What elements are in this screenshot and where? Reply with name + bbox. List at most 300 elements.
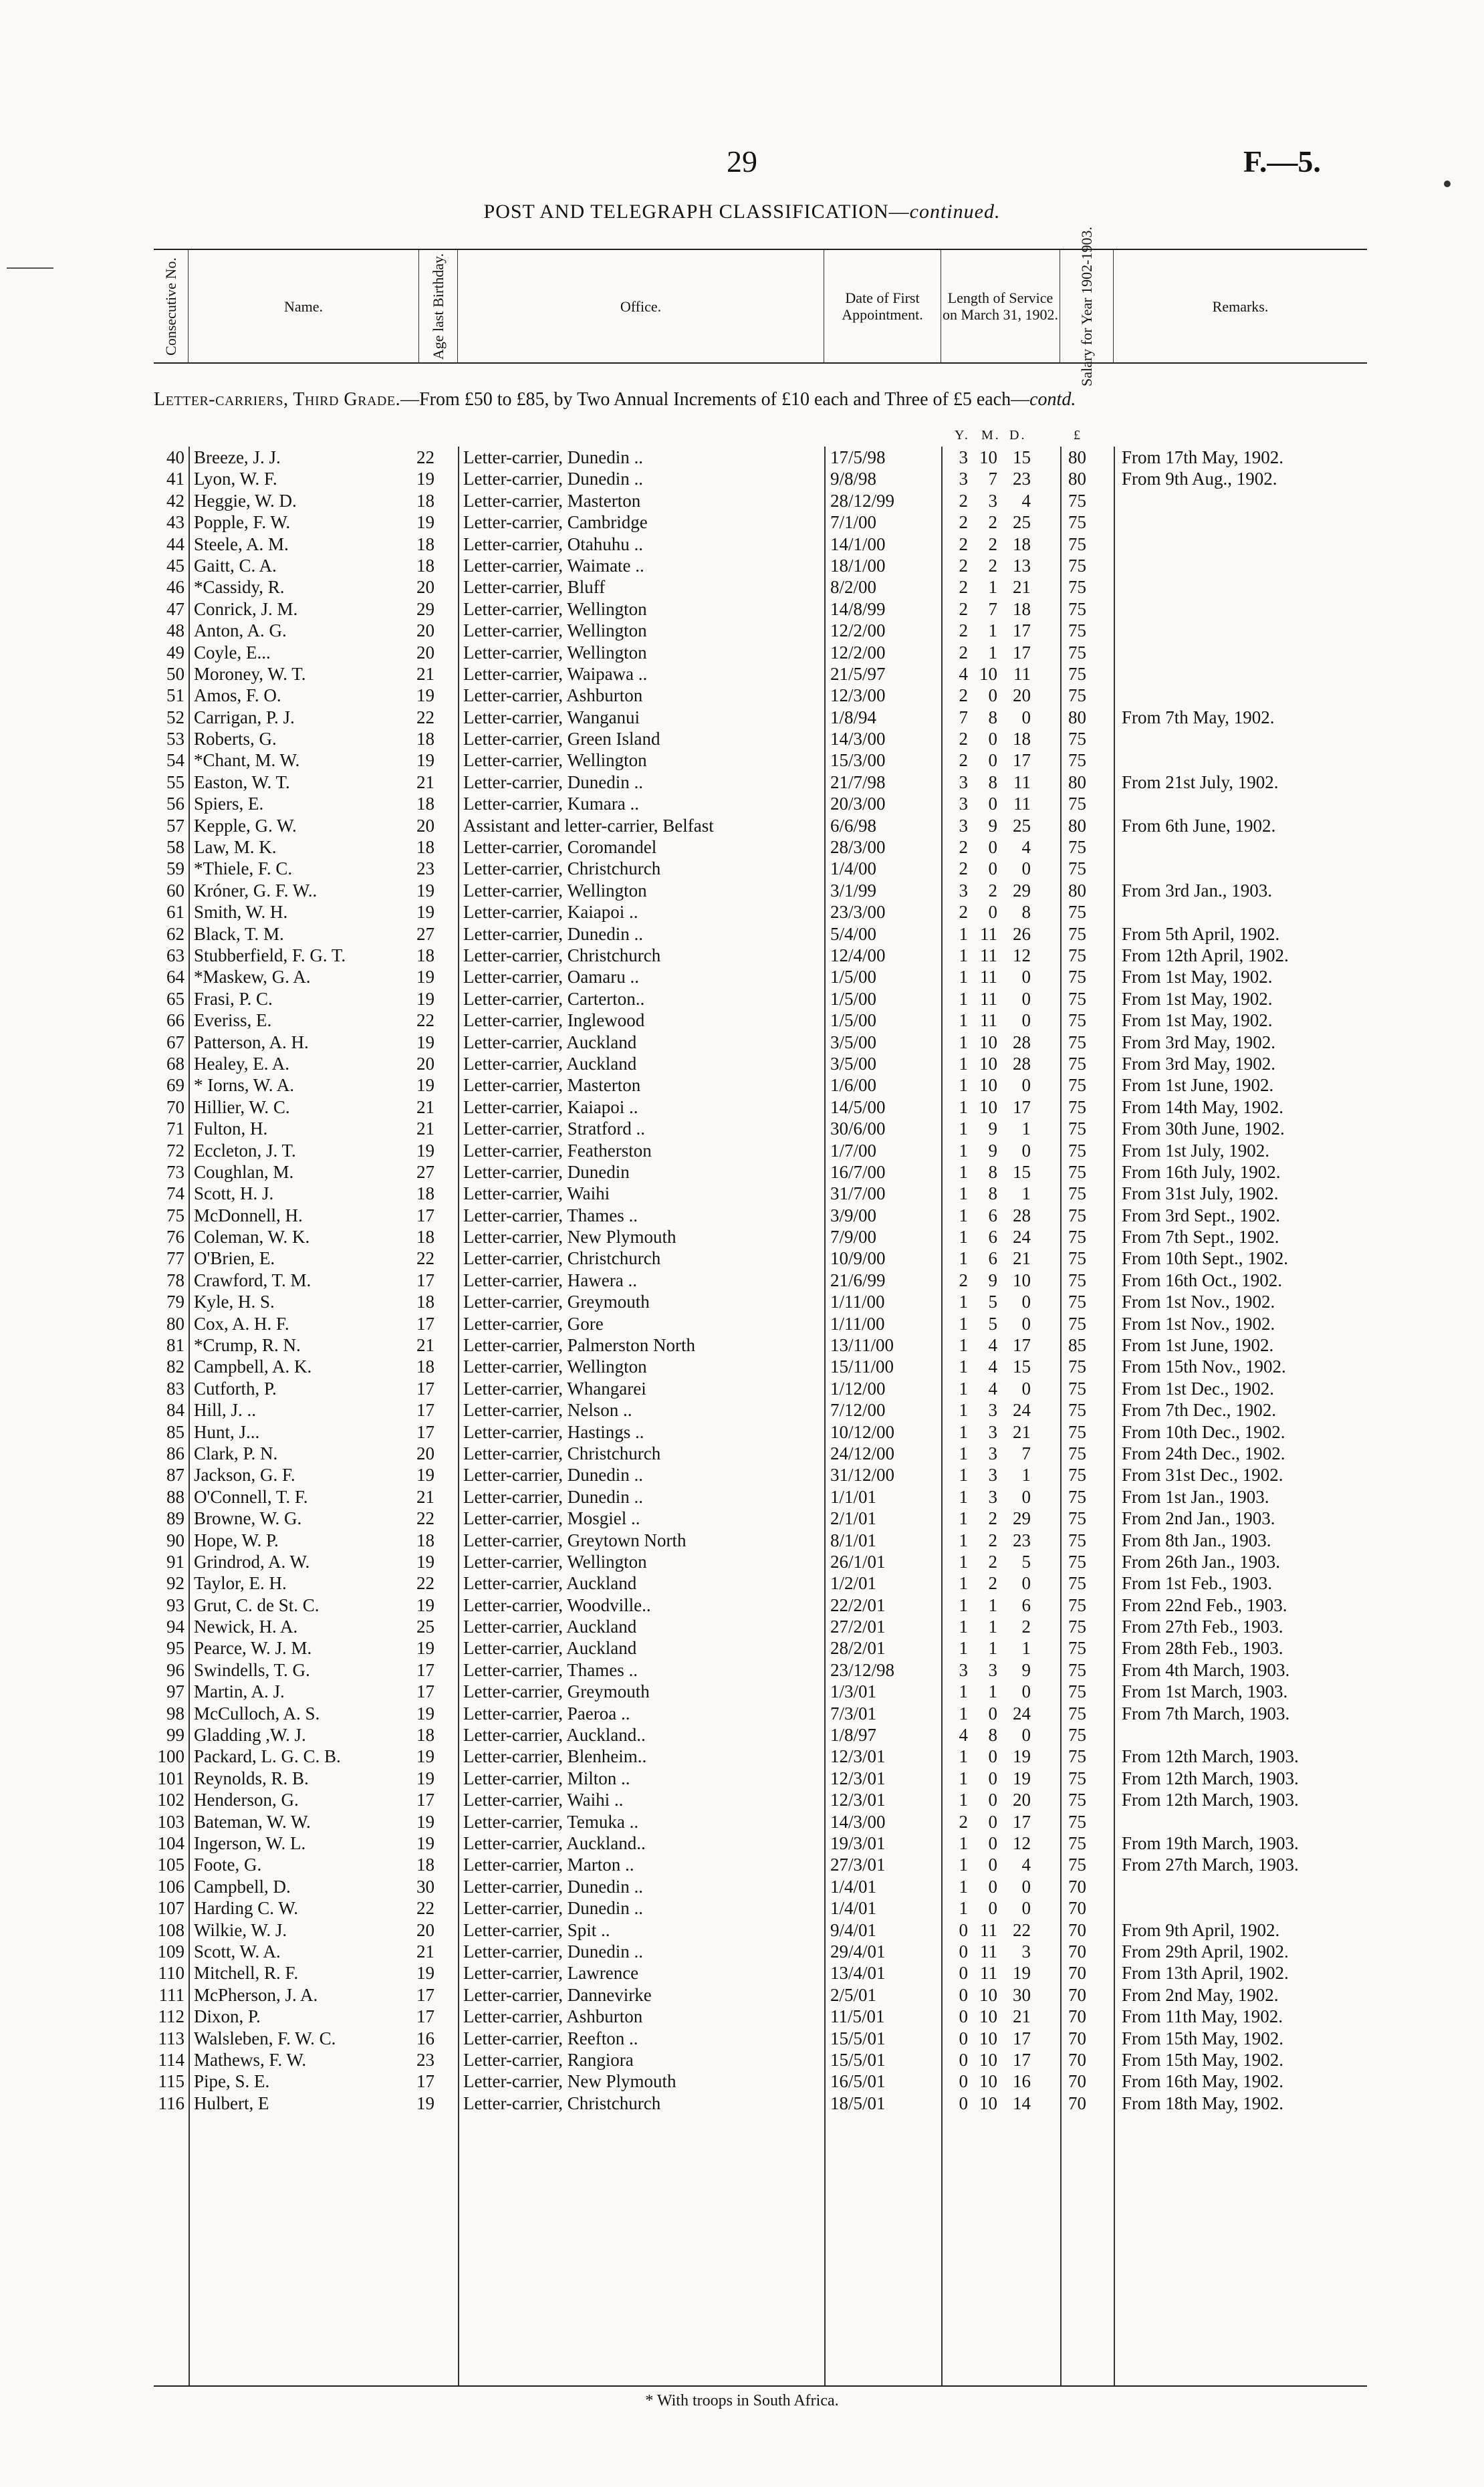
office: Letter-carrier, Wellington	[463, 642, 647, 663]
service-days: 9	[1021, 1659, 1031, 1680]
service-months: 10	[979, 663, 997, 684]
consecutive-no: 65	[166, 988, 184, 1009]
age: 18	[416, 945, 435, 965]
service-months: 0	[988, 794, 997, 814]
employee-name: Anton, A. G.	[194, 620, 287, 641]
consecutive-no: 45	[166, 555, 184, 576]
table-row	[154, 815, 1367, 836]
service-months: 9	[988, 815, 997, 836]
service-months: 0	[988, 1746, 997, 1767]
appointment-date: 1/5/00	[830, 967, 877, 987]
appointment-date: 15/3/00	[830, 750, 886, 771]
appointment-date: 3/1/99	[830, 880, 877, 901]
service-days: 8	[1021, 902, 1031, 923]
table-row	[154, 836, 1367, 858]
salary: 70	[1068, 2093, 1086, 2113]
salary: 75	[1068, 1725, 1086, 1746]
col-office: Office.	[458, 250, 824, 362]
employee-name: Fulton, H.	[194, 1118, 268, 1139]
service-years: 1	[959, 1378, 968, 1399]
service-years: 2	[959, 490, 968, 511]
service-months: 11	[980, 1919, 997, 1940]
office: Letter-carrier, Milton ..	[463, 1768, 630, 1788]
appointment-date: 1/5/00	[830, 988, 877, 1009]
remarks: From 1st May, 1902.	[1122, 967, 1273, 987]
office: Letter-carrier, Green Island	[463, 729, 660, 749]
employee-name: *Cassidy, R.	[194, 577, 285, 598]
service-months: 7	[988, 469, 997, 489]
classification-table	[154, 447, 1367, 2114]
remarks: From 3rd Sept., 1902.	[1122, 1205, 1281, 1225]
salary: 75	[1068, 1703, 1086, 1724]
service-years: 3	[959, 794, 968, 814]
appointment-date: 12/4/00	[830, 945, 886, 965]
consecutive-no: 68	[166, 1053, 184, 1074]
remarks: From 19th March, 1903.	[1122, 1833, 1299, 1853]
service-months: 10	[979, 2006, 997, 2027]
table-row	[154, 1962, 1367, 1984]
service-years: 3	[959, 880, 968, 901]
age: 19	[416, 1833, 435, 1853]
service-days: 21	[1013, 577, 1031, 598]
remarks: From 2nd May, 1902.	[1122, 1984, 1279, 2005]
table-row	[154, 923, 1367, 945]
table-row	[154, 728, 1367, 749]
divider	[824, 447, 826, 2385]
unit-months: M.	[981, 428, 1001, 443]
remarks: From 13th April, 1902.	[1122, 1963, 1289, 1984]
employee-name: Stubberfield, F. G. T.	[194, 945, 346, 965]
office: Letter-carrier, Waihi	[463, 1183, 610, 1204]
age: 17	[416, 1400, 435, 1421]
col-name: Name.	[189, 250, 419, 362]
service-months: 6	[988, 1227, 997, 1248]
remarks: From 15th Nov., 1902.	[1122, 1356, 1286, 1377]
service-days: 0	[1021, 1573, 1031, 1594]
employee-name: Browne, W. G.	[194, 1508, 302, 1529]
age: 22	[416, 1573, 435, 1594]
age: 22	[416, 1010, 435, 1031]
age: 21	[416, 1486, 435, 1507]
appointment-date: 20/3/00	[830, 794, 886, 814]
consecutive-no: 61	[166, 902, 184, 923]
age: 18	[416, 729, 435, 749]
service-months: 8	[988, 1725, 997, 1746]
service-years: 7	[959, 707, 968, 727]
table-row	[154, 2049, 1367, 2070]
service-months: 1	[988, 642, 997, 663]
salary: 75	[1068, 1140, 1086, 1161]
age: 25	[416, 1617, 435, 1637]
service-days: 17	[1013, 642, 1031, 663]
remarks: From 18th May, 1902.	[1122, 2093, 1283, 2113]
remarks: From 16th July, 1902.	[1122, 1161, 1281, 1182]
salary: 75	[1068, 1421, 1086, 1442]
office: Letter-carrier, Coromandel	[463, 837, 657, 858]
service-years: 1	[959, 988, 968, 1009]
consecutive-no: 88	[166, 1486, 184, 1507]
salary: 75	[1068, 1573, 1086, 1594]
service-days: 17	[1013, 2049, 1031, 2070]
office: Letter-carrier, Dunedin ..	[463, 923, 643, 944]
service-years: 3	[959, 772, 968, 792]
consecutive-no: 86	[166, 1443, 184, 1463]
office: Letter-carrier, Waihi ..	[463, 1790, 624, 1810]
service-days: 11	[1013, 663, 1031, 684]
service-years: 0	[959, 1984, 968, 2005]
age: 20	[416, 1053, 435, 1074]
employee-name: Newick, H. A.	[194, 1617, 298, 1637]
office: Letter-carrier, Christchurch	[463, 858, 661, 879]
consecutive-no: 90	[166, 1530, 184, 1550]
salary: 80	[1068, 469, 1086, 489]
service-days: 15	[1013, 1356, 1031, 1377]
age: 18	[416, 1183, 435, 1204]
appointment-date: 29/4/01	[830, 1941, 886, 1962]
table-row	[154, 1248, 1367, 1269]
appointment-date: 1/8/94	[830, 707, 877, 727]
salary: 75	[1068, 945, 1086, 965]
remarks: From 17th May, 1902.	[1122, 447, 1283, 467]
service-days: 1	[1021, 1183, 1031, 1204]
service-months: 7	[988, 598, 997, 619]
service-years: 4	[959, 663, 968, 684]
service-months: 10	[979, 1096, 997, 1117]
office: Letter-carrier, Dunedin ..	[463, 469, 643, 489]
remarks: From 7th Dec., 1902.	[1122, 1400, 1276, 1421]
service-months: 3	[988, 1659, 997, 1680]
consecutive-no: 54	[166, 750, 184, 771]
age: 19	[416, 2093, 435, 2113]
employee-name: Hulbert, E	[194, 2093, 269, 2113]
remarks: From 10th Dec., 1902.	[1122, 1421, 1285, 1442]
remarks: From 16th Oct., 1902.	[1122, 1270, 1282, 1290]
office: Letter-carrier, Waimate ..	[463, 555, 644, 576]
table-row	[154, 749, 1367, 771]
office: Letter-carrier, Rangiora	[463, 2049, 634, 2070]
office: Letter-carrier, Greymouth	[463, 1681, 650, 1702]
age: 22	[416, 447, 435, 467]
service-years: 2	[959, 534, 968, 554]
employee-name: Foote, G.	[194, 1855, 262, 1875]
service-years: 4	[959, 1725, 968, 1746]
service-months: 8	[988, 1183, 997, 1204]
service-years: 1	[959, 1486, 968, 1507]
consecutive-no: 82	[166, 1356, 184, 1377]
age: 22	[416, 1508, 435, 1529]
page-title	[0, 201, 1484, 223]
service-days: 29	[1013, 1508, 1031, 1529]
employee-name: Black, T. M.	[194, 923, 284, 944]
office: Letter-carrier, Dunedin ..	[463, 1898, 643, 1919]
employee-name: Eccleton, J. T.	[194, 1140, 296, 1161]
employee-name: Grut, C. de St. C.	[194, 1594, 320, 1615]
consecutive-no: 89	[166, 1508, 184, 1529]
age: 20	[416, 815, 435, 836]
col-date: Date of First Appointment.	[824, 250, 941, 362]
employee-name: Jackson, G. F.	[194, 1465, 295, 1486]
office: Letter-carrier, Dunedin ..	[463, 772, 643, 792]
office: Letter-carrier, Blenheim..	[463, 1746, 647, 1767]
remarks: From 22nd Feb., 1903.	[1122, 1594, 1287, 1615]
consecutive-no: 104	[157, 1833, 184, 1853]
age: 30	[416, 1876, 435, 1897]
table-row	[154, 945, 1367, 966]
age: 27	[416, 923, 435, 944]
salary: 75	[1068, 1530, 1086, 1550]
age: 18	[416, 1725, 435, 1746]
salary: 75	[1068, 750, 1086, 771]
employee-name: Hope, W. P.	[194, 1530, 279, 1550]
salary: 75	[1068, 1508, 1086, 1529]
table-row	[154, 1421, 1367, 1443]
consecutive-no: 74	[166, 1183, 184, 1204]
age: 23	[416, 858, 435, 879]
consecutive-no: 69	[166, 1075, 184, 1096]
office: Letter-carrier, Oamaru ..	[463, 967, 639, 987]
salary: 75	[1068, 902, 1086, 923]
table-row	[154, 1140, 1367, 1161]
table-row	[154, 858, 1367, 879]
age: 22	[416, 1898, 435, 1919]
service-years: 1	[959, 923, 968, 944]
col-length: Length of Service on March 31, 1902.	[941, 250, 1060, 362]
consecutive-no: 101	[157, 1768, 184, 1788]
col-remarks: Remarks.	[1212, 298, 1269, 315]
salary: 75	[1068, 512, 1086, 533]
employee-name: Kyle, H. S.	[194, 1292, 275, 1312]
page-number: 29	[727, 144, 757, 179]
remarks: From 12th March, 1903.	[1122, 1768, 1299, 1788]
service-days: 17	[1013, 620, 1031, 641]
consecutive-no: 42	[166, 490, 184, 511]
appointment-date: 7/12/00	[830, 1400, 886, 1421]
age: 23	[416, 2049, 435, 2070]
salary: 75	[1068, 1594, 1086, 1615]
age: 19	[416, 1465, 435, 1486]
service-months: 4	[988, 1335, 997, 1356]
consecutive-no: 92	[166, 1573, 184, 1594]
employee-name: Packard, L. G. C. B.	[194, 1746, 341, 1767]
service-months: 11	[980, 1010, 997, 1031]
employee-name: Moroney, W. T.	[194, 663, 306, 684]
appointment-date: 12/3/01	[830, 1790, 886, 1810]
age: 19	[416, 469, 435, 489]
col-salary: Salary for Year 1902-1903.	[1060, 250, 1114, 362]
employee-name: Clark, P. N.	[194, 1443, 278, 1463]
salary: 75	[1068, 1465, 1086, 1486]
remarks: From 30th June, 1902.	[1122, 1118, 1285, 1139]
service-days: 1	[1021, 1118, 1031, 1139]
service-days: 0	[1021, 858, 1031, 879]
appointment-date: 2/5/01	[830, 1984, 877, 2005]
service-days: 20	[1013, 1790, 1031, 1810]
employee-name: Ingerson, W. L.	[194, 1833, 306, 1853]
appointment-date: 10/12/00	[830, 1421, 895, 1442]
salary: 70	[1068, 2006, 1086, 2027]
service-months: 10	[979, 2028, 997, 2048]
consecutive-no: 76	[166, 1227, 184, 1248]
salary: 75	[1068, 1118, 1086, 1139]
consecutive-no: 66	[166, 1010, 184, 1031]
consecutive-no: 81	[166, 1335, 184, 1356]
appointment-date: 10/9/00	[830, 1248, 886, 1269]
employee-name: Conrick, J. M.	[194, 598, 298, 619]
employee-name: Crawford, T. M.	[194, 1270, 312, 1290]
employee-name: Cox, A. H. F.	[194, 1313, 289, 1334]
salary: 75	[1068, 1270, 1086, 1290]
service-years: 0	[959, 1919, 968, 1940]
table-row	[154, 2028, 1367, 2049]
age: 21	[416, 1335, 435, 1356]
service-days: 23	[1013, 469, 1031, 489]
consecutive-no: 107	[157, 1898, 184, 1919]
age: 19	[416, 1811, 435, 1832]
salary: 75	[1068, 837, 1086, 858]
remarks: From 26th Jan., 1903.	[1122, 1551, 1281, 1572]
employee-name: Mathews, F. W.	[194, 2049, 307, 2070]
consecutive-no: 51	[166, 685, 184, 706]
employee-name: Króner, G. F. W..	[194, 880, 318, 901]
age: 20	[416, 642, 435, 663]
table-row	[154, 1378, 1367, 1399]
service-days: 6	[1021, 1594, 1031, 1615]
office: Letter-carrier, Auckland	[463, 1032, 637, 1052]
consecutive-no: 46	[166, 577, 184, 598]
age: 21	[416, 1118, 435, 1139]
appointment-date: 14/1/00	[830, 534, 886, 554]
age: 20	[416, 1919, 435, 1940]
divider	[458, 447, 459, 2385]
service-days: 24	[1013, 1400, 1031, 1421]
service-months: 5	[988, 1313, 997, 1334]
service-days: 29	[1013, 880, 1031, 901]
appointment-date: 7/9/00	[830, 1227, 877, 1248]
salary: 75	[1068, 663, 1086, 684]
salary: 75	[1068, 923, 1086, 944]
service-months: 0	[988, 902, 997, 923]
employee-name: O'Brien, E.	[194, 1248, 275, 1269]
appointment-date: 12/3/01	[830, 1768, 886, 1788]
footnote: * With troops in South Africa.	[645, 2392, 839, 2409]
appointment-date: 14/5/00	[830, 1096, 886, 1117]
employee-name: Popple, F. W.	[194, 512, 291, 533]
consecutive-no: 113	[158, 2028, 184, 2048]
salary: 75	[1068, 1032, 1086, 1052]
service-months: 11	[980, 1941, 997, 1962]
office: Letter-carrier, Hawera ..	[463, 1270, 637, 1290]
consecutive-no: 110	[158, 1963, 184, 1984]
salary: 75	[1068, 1313, 1086, 1334]
age: 16	[416, 2028, 435, 2048]
appointment-date: 8/2/00	[830, 577, 877, 598]
office: Letter-carrier, Thames ..	[463, 1205, 638, 1225]
appointment-date: 1/7/00	[830, 1140, 877, 1161]
appointment-date: 21/5/97	[830, 663, 886, 684]
consecutive-no: 56	[166, 794, 184, 814]
consecutive-no: 95	[166, 1638, 184, 1659]
appointment-date: 1/8/97	[830, 1725, 877, 1746]
salary: 80	[1068, 880, 1086, 901]
office: Letter-carrier, Dunedin ..	[463, 447, 643, 467]
age: 21	[416, 772, 435, 792]
remarks: From 14th May, 1902.	[1122, 1096, 1283, 1117]
service-months: 3	[988, 1421, 997, 1442]
service-months: 3	[988, 1400, 997, 1421]
table-row	[154, 555, 1367, 576]
salary: 75	[1068, 988, 1086, 1009]
service-days: 18	[1013, 598, 1031, 619]
service-years: 1	[959, 1746, 968, 1767]
service-months: 0	[988, 1898, 997, 1919]
age: 19	[416, 1140, 435, 1161]
age: 18	[416, 534, 435, 554]
consecutive-no: 112	[158, 2006, 184, 2027]
table-row	[154, 468, 1367, 489]
office: Letter-carrier, Kumara ..	[463, 794, 639, 814]
table-row	[154, 1443, 1367, 1464]
service-days: 0	[1021, 1378, 1031, 1399]
margin-dot	[1444, 181, 1451, 187]
salary: 75	[1068, 858, 1086, 879]
service-days: 10	[1013, 1270, 1031, 1290]
service-months: 1	[988, 1638, 997, 1659]
office: Letter-carrier, Whangarei	[463, 1378, 646, 1399]
appointment-date: 12/2/00	[830, 642, 886, 663]
age: 17	[416, 1790, 435, 1810]
office: Letter-carrier, Spit ..	[463, 1919, 610, 1940]
appointment-date: 3/9/00	[830, 1205, 877, 1225]
salary: 75	[1068, 598, 1086, 619]
table-row	[154, 1161, 1367, 1183]
service-days: 22	[1013, 1919, 1031, 1940]
service-years: 1	[959, 1118, 968, 1139]
appointment-date: 1/3/01	[830, 1681, 877, 1702]
employee-name: McCulloch, A. S.	[194, 1703, 320, 1724]
table-row	[154, 1659, 1367, 1681]
age: 19	[416, 902, 435, 923]
age: 21	[416, 663, 435, 684]
salary: 70	[1068, 1876, 1086, 1897]
appointment-date: 1/11/00	[830, 1313, 885, 1334]
table-row	[154, 1703, 1367, 1724]
service-days: 4	[1021, 1855, 1031, 1875]
service-years: 2	[959, 512, 968, 533]
service-days: 0	[1021, 1292, 1031, 1312]
employee-name: *Crump, R. N.	[194, 1335, 301, 1356]
salary: 75	[1068, 1161, 1086, 1182]
consecutive-no: 62	[166, 923, 184, 944]
office: Letter-carrier, Dunedin ..	[463, 1941, 643, 1962]
consecutive-no: 103	[157, 1811, 184, 1832]
salary: 75	[1068, 490, 1086, 511]
consecutive-no: 80	[166, 1313, 184, 1334]
salary: 75	[1068, 1659, 1086, 1680]
age: 22	[416, 1248, 435, 1269]
appointment-date: 18/1/00	[830, 555, 886, 576]
service-years: 2	[959, 902, 968, 923]
consecutive-no: 77	[166, 1248, 184, 1269]
service-years: 3	[959, 469, 968, 489]
consecutive-no: 87	[166, 1465, 184, 1486]
salary: 75	[1068, 794, 1086, 814]
table-row	[154, 1032, 1367, 1053]
consecutive-no: 43	[166, 512, 184, 533]
employee-name: Coughlan, M.	[194, 1161, 294, 1182]
consecutive-no: 63	[166, 945, 184, 965]
office: Letter-carrier, Mosgiel ..	[463, 1508, 640, 1529]
service-years: 2	[959, 750, 968, 771]
